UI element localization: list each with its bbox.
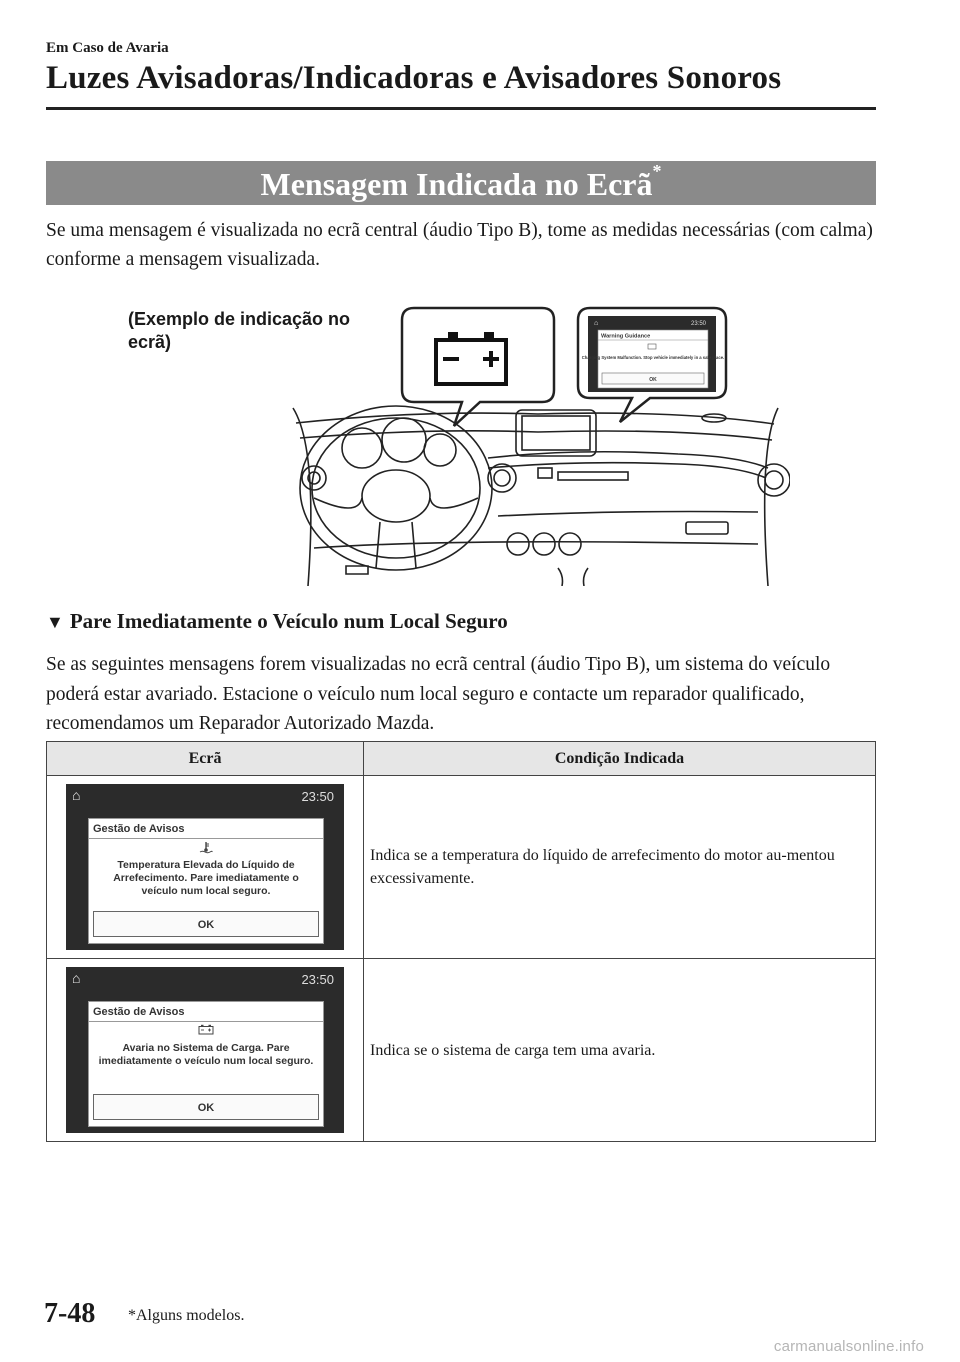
warning-table — [46, 741, 876, 1142]
screen-cell — [47, 776, 364, 959]
warning-panel — [88, 1001, 324, 1127]
dashboard-figure — [118, 298, 790, 586]
screen-topbar — [66, 784, 344, 808]
home-icon: ⌂ — [72, 787, 81, 803]
mini-screen-title: Warning Guidance — [601, 333, 651, 340]
dashboard-illustration — [118, 298, 790, 586]
chapter-label: Em Caso de Avaria — [46, 40, 169, 56]
page-number: 7-48 — [44, 1298, 96, 1329]
panel-title: Gestão de Avisos — [89, 1002, 323, 1022]
table-header-condition: Condição Indicada — [364, 742, 876, 776]
screen-cell — [47, 959, 364, 1142]
banner — [46, 161, 876, 205]
screen-time: 23:50 — [301, 789, 334, 804]
condition-cell: Indica se a temperatura do líquido de arrefecimento do motor au-mentou excessivamente. — [364, 776, 876, 959]
subheading-text: Pare Imediatamente o Veículo num Local Seguro — [69, 609, 508, 633]
battery-icon — [89, 1024, 323, 1038]
section-title: Luzes Avisadoras/Indicadoras e Avisadores Sonoros — [46, 60, 782, 96]
svg-text:⌂: ⌂ — [594, 320, 599, 327]
table-header-screen: Ecrã — [47, 742, 364, 776]
footnote: *Alguns modelos. — [128, 1307, 245, 1324]
battery-callout — [402, 308, 554, 426]
intro-paragraph: Se uma mensagem é visualizada no ecrã central (áudio Tipo B), tome as medidas necessárias (com calma) conforme a mensagem visualizada. — [46, 220, 873, 270]
screen-callout — [578, 308, 726, 422]
header-rule — [46, 107, 876, 110]
watermark: carmanualsonline.info — [773, 1338, 924, 1355]
mini-screen-time: 23:50 — [690, 321, 706, 327]
screen-mockup — [66, 967, 344, 1133]
subheading — [46, 609, 508, 634]
condition-cell: Indica se o sistema de carga tem uma avaria. — [364, 959, 876, 1142]
panel-title: Gestão de Avisos — [89, 819, 323, 839]
ok-button: OK — [93, 1094, 319, 1120]
figure-caption: (Exemplo de indicação no ecrã) — [128, 309, 351, 352]
warning-panel — [88, 818, 324, 944]
home-icon: ⌂ — [72, 970, 81, 986]
banner-asterisk: * — [652, 161, 662, 182]
panel-message: Temperatura Elevada do Líquido de Arrefecimento. Pare imediatamente o veículo num local seguro. — [113, 859, 299, 897]
panel-message: Avaria no Sistema de Carga. Pare imediatamente o veículo num local seguro. — [98, 1042, 314, 1067]
body-paragraph: Se as seguintes mensagens forem visualizadas no ecrã central (áudio Tipo B), um sistema do veículo poderá estar avariado. Estacione o veículo num local seguro e contacte um reparador qualificado, recomendamos um Reparador Autorizado Mazda. — [46, 654, 831, 734]
triangle-marker-icon: ▼ — [46, 612, 64, 632]
dashboard-lineart — [293, 406, 790, 586]
banner-title: Mensagem Indicada no Ecrã — [260, 166, 653, 202]
screen-time: 23:50 — [301, 972, 334, 987]
mini-screen-ok: OK — [649, 377, 657, 383]
coolant-temperature-icon — [89, 841, 323, 857]
table-row — [47, 776, 876, 959]
screen-topbar — [66, 967, 344, 991]
mini-screen-message: Charging System Malfunction. Stop vehicle immediately in a safe place. — [581, 355, 725, 360]
table-header-row — [47, 742, 876, 776]
screen-mockup — [66, 784, 344, 950]
table-row — [47, 959, 876, 1142]
battery-icon — [436, 332, 506, 384]
ok-button: OK — [93, 911, 319, 937]
